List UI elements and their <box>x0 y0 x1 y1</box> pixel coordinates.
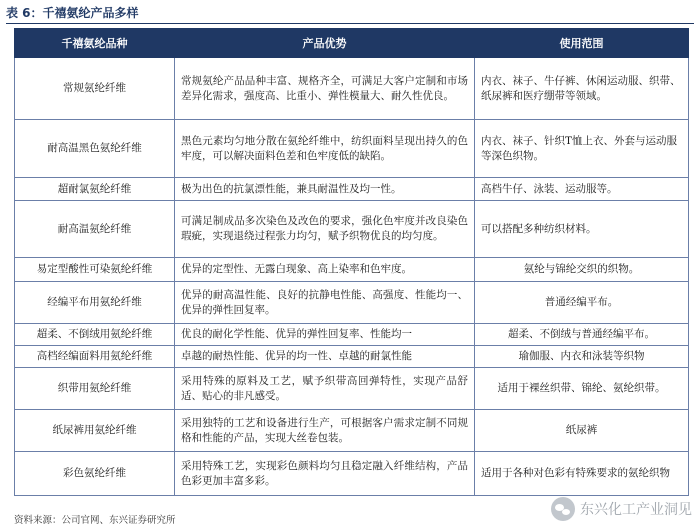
product-advantage: 采用特殊的原料及工艺，赋予织带高回弹特性，实现产品舒适、贴心的非凡感受。 <box>175 368 475 410</box>
watermark <box>551 494 692 524</box>
table-row <box>15 258 689 282</box>
table-row <box>15 58 689 120</box>
header-variety: 千禧氨纶品种 <box>15 29 175 58</box>
product-usage: 可以搭配多种纺织材料。 <box>475 201 689 258</box>
product-name: 常规氨纶纤维 <box>15 58 175 120</box>
product-name: 耐高温黑色氨纶纤维 <box>15 120 175 178</box>
table-row <box>15 346 689 368</box>
caption-divider <box>6 23 694 24</box>
product-usage: 内衣、袜子、针织T恤上衣、外套与运动服等深色织物。 <box>475 120 689 178</box>
table-row <box>15 324 689 346</box>
product-advantage: 常规氨纶产品品种丰富、规格齐全，可满足大客户定制和市场差异化需求，强度高、比重小、弹性模量大、耐久性优良。 <box>175 58 475 120</box>
watermark-text: 东兴化工产业洞见 <box>580 502 692 518</box>
product-advantage: 优良的耐化学性能、优异的弹性回复率、性能均一 <box>175 324 475 346</box>
product-name: 易定型酸性可染氨纶纤维 <box>15 258 175 282</box>
table-header-row <box>15 29 689 58</box>
product-name: 彩色氨纶纤维 <box>15 452 175 496</box>
product-advantage: 可满足制成品多次染色及改色的要求，强化色牢度并改良染色瑕疵，实现退绕过程张力均匀，赋予织物优良的均匀度。 <box>175 201 475 258</box>
product-name: 耐高温氨纶纤维 <box>15 201 175 258</box>
product-usage: 适用于裸丝织带、锦纶、氨纶织带。 <box>475 368 689 410</box>
product-usage: 超柔、不倒绒与普通经编平布。 <box>475 324 689 346</box>
product-usage: 高档牛仔、泳装、运动服等。 <box>475 178 689 201</box>
product-name: 超柔、不倒绒用氨纶纤维 <box>15 324 175 346</box>
product-usage: 普通经编平布。 <box>475 282 689 324</box>
table-row <box>15 452 689 496</box>
product-advantage: 极为出色的抗氯漂性能，兼具耐温性及均一性。 <box>175 178 475 201</box>
wechat-icon <box>551 497 575 521</box>
table-caption: 表 6：千禧氨纶产品多样 <box>6 6 139 20</box>
table-row <box>15 201 689 258</box>
header-usage: 使用范围 <box>475 29 689 58</box>
product-table <box>14 28 689 496</box>
source-note: 资料来源：公司官网、东兴证券研究所 <box>14 515 176 526</box>
product-usage: 纸尿裤 <box>475 410 689 452</box>
product-name: 经编平布用氨纶纤维 <box>15 282 175 324</box>
table-row <box>15 120 689 178</box>
table-row <box>15 282 689 324</box>
product-advantage: 优异的耐高温性能、良好的抗静电性能、高强度、性能均一、优异的弹性回复率。 <box>175 282 475 324</box>
product-usage: 适用于各种对色彩有特殊要求的氨纶织物 <box>475 452 689 496</box>
product-advantage: 卓越的耐热性能、优异的均一性、卓越的耐氯性能 <box>175 346 475 368</box>
product-usage: 氨纶与锦纶交织的织物。 <box>475 258 689 282</box>
table-row <box>15 410 689 452</box>
product-usage: 瑜伽服、内衣和泳装等织物 <box>475 346 689 368</box>
product-name: 超耐氯氨纶纤维 <box>15 178 175 201</box>
product-name: 纸尿裤用氨纶纤维 <box>15 410 175 452</box>
product-advantage: 黑色元素均匀地分散在氨纶纤维中，纺织面料呈现出持久的色牢度，可以解决面料色差和色牢度低的缺陷。 <box>175 120 475 178</box>
table-row <box>15 368 689 410</box>
product-usage: 内衣、袜子、牛仔裤、休闲运动服、织带、纸尿裤和医疗绷带等领域。 <box>475 58 689 120</box>
product-advantage: 采用特殊工艺，实现彩色颜料均匀且稳定融入纤维结构，产品色彩更加丰富多彩。 <box>175 452 475 496</box>
product-name: 织带用氨纶纤维 <box>15 368 175 410</box>
product-name: 高档经编面料用氨纶纤维 <box>15 346 175 368</box>
product-advantage: 优异的定型性、无露白现象、高上染率和色牢度。 <box>175 258 475 282</box>
product-advantage: 采用独特的工艺和设备进行生产，可根据客户需求定制不同规格和性能的产品，实现大丝卷包装。 <box>175 410 475 452</box>
table-row <box>15 178 689 201</box>
header-advantage: 产品优势 <box>175 29 475 58</box>
